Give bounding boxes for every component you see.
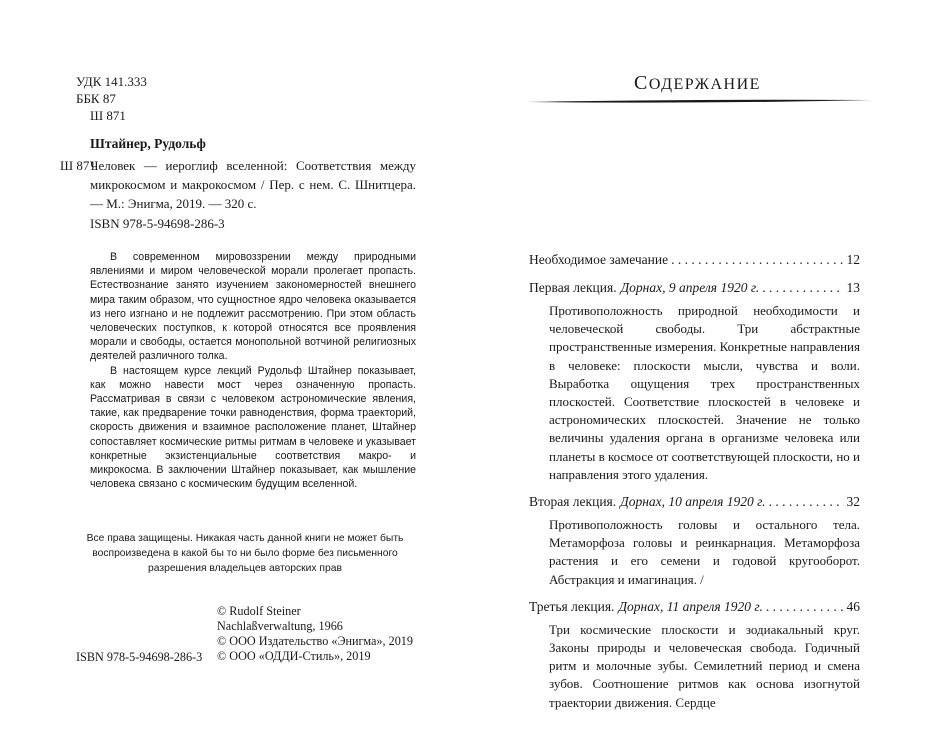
dot-leader bbox=[671, 252, 843, 268]
bbk-code: ББК 87 bbox=[76, 91, 116, 106]
record-text: Человек — иероглиф вселенной: Соответствия между микрокосмом и макрокосмом / Пер. с нем. С. Шнитцера. — М.: Энигма, 2019. — 320 с. bbox=[90, 158, 416, 211]
contents-heading: СОДЕРЖАНИЕ bbox=[634, 72, 761, 94]
toc-entry-title: Вторая лекция. bbox=[529, 494, 617, 510]
annotation-paragraph: В настоящем курсе лекций Рудольф Штайнер показывает, как можно навести мост через означенную пропасть. Рассматривая в связи с человеком астрономические явления, такие, как предварение точки равноденствия, форма траекторий, скорость движения и взаимное расположение планет, Штайнер сопоставляет космические ритмы ритмам в человеке и указывает конкретные экзистенциальные соответствия макро- и микрокосма. В заключении Штайнер показывает, как мышление человека связано с космическим будущим вселенной. bbox=[90, 364, 416, 491]
toc-entry-date: Дорнах, 9 апреля 1920 г. bbox=[620, 280, 760, 295]
copyright-line: Nachlaßverwaltung, 1966 bbox=[217, 619, 343, 633]
heading-rule bbox=[527, 96, 872, 108]
copyright-block bbox=[217, 604, 413, 664]
record-code: Ш 871 bbox=[60, 158, 96, 173]
toc-entry[interactable] bbox=[529, 280, 860, 296]
toc-page-number: 46 bbox=[846, 598, 860, 614]
dot-leader bbox=[766, 599, 844, 615]
toc-entry-date: Дорнах, 10 апреля 1920 г. bbox=[620, 494, 766, 510]
toc-page-number: 13 bbox=[846, 280, 860, 295]
dot-leader bbox=[769, 494, 844, 510]
classification-codes bbox=[76, 73, 147, 124]
bibliographic-record bbox=[60, 156, 416, 233]
toc-entry-title: Первая лекция. bbox=[529, 280, 617, 295]
toc-entry[interactable] bbox=[529, 494, 860, 510]
toc-entry-summary: Противоположность головы и остального тела. Метаморфоза головы и реинкарнация. Метаморфоза растения и его семени и годовой кругооборот. Абстракция и имагинация. / bbox=[549, 517, 860, 587]
right-page bbox=[472, 0, 945, 756]
toc-page-number: 12 bbox=[846, 252, 860, 267]
toc-entry-title: Необходимое замечание bbox=[529, 252, 669, 267]
copyright-line: © ООО «ОДДИ-Стиль», 2019 bbox=[217, 649, 371, 663]
author-name: Штайнер, Рудольф bbox=[90, 136, 206, 151]
toc-page-number: 32 bbox=[846, 494, 860, 510]
record-isbn: ISBN 978-5-94698-286-3 bbox=[90, 216, 225, 231]
table-of-contents bbox=[529, 252, 860, 712]
toc-entry-title: Третья лекция. bbox=[529, 598, 615, 614]
udk-code: УДК 141.333 bbox=[76, 74, 147, 89]
toc-entry[interactable] bbox=[529, 252, 860, 268]
toc-entry[interactable] bbox=[529, 599, 860, 615]
toc-entry-summary: Три космические плоскости и зодиакальный круг. Законы природы и человеческая свобода. Годичный ритм и молочные зубы. Семилетний период и смена зубов. Соотношение ритмов как основа изогнутой траектории движения. Сердце bbox=[549, 621, 860, 710]
left-page bbox=[0, 0, 472, 756]
isbn-bottom: ISBN 978-5-94698-286-3 bbox=[76, 650, 203, 664]
toc-entry-summary: Противоположность природной необходимости и человеческой свободы. Три абстрактные пространственные измерения. Конкретные направления в человеке: плоскости мысли, чувства и воли. Выработка ощущения трех пространственных плоскостей. Соответствие плоскостей в человеке и астрономических плоскостей. Значение не только величины удаления органа в организме человека или планеты в космосе от соответствующей плоскости, но и направления этого удаления. bbox=[549, 303, 860, 482]
annotation-paragraph: В современном мировоззрении между природными явлениями и миром человеческой морали пролегает пропасть. Естествознание занято изучением закономерностей внешнего мира таким образом, что сущностное ядро человека оказывается из него изгнано и не подлежит рассмотрению. При этом область человеческих поступков, к которой относятся все проявления морали и свободы, остается монопольной вотчиной религиозных деятелей различного толка. bbox=[90, 251, 416, 363]
copyright-line: © Rudolf Steiner bbox=[217, 604, 301, 618]
author-mark-code: Ш 871 bbox=[90, 108, 126, 123]
dot-leader bbox=[762, 280, 843, 296]
toc-entry-date: Дорнах, 11 апреля 1920 г. bbox=[618, 598, 763, 614]
copyright-line: © ООО Издательство «Энигма», 2019 bbox=[217, 634, 413, 648]
rights-notice: Все права защищены. Никакая часть данной книги не может быть воспроизведена в какой бы то ни было форме без письменного разрешения владельцев авторских прав bbox=[86, 533, 404, 574]
annotation bbox=[90, 250, 416, 491]
